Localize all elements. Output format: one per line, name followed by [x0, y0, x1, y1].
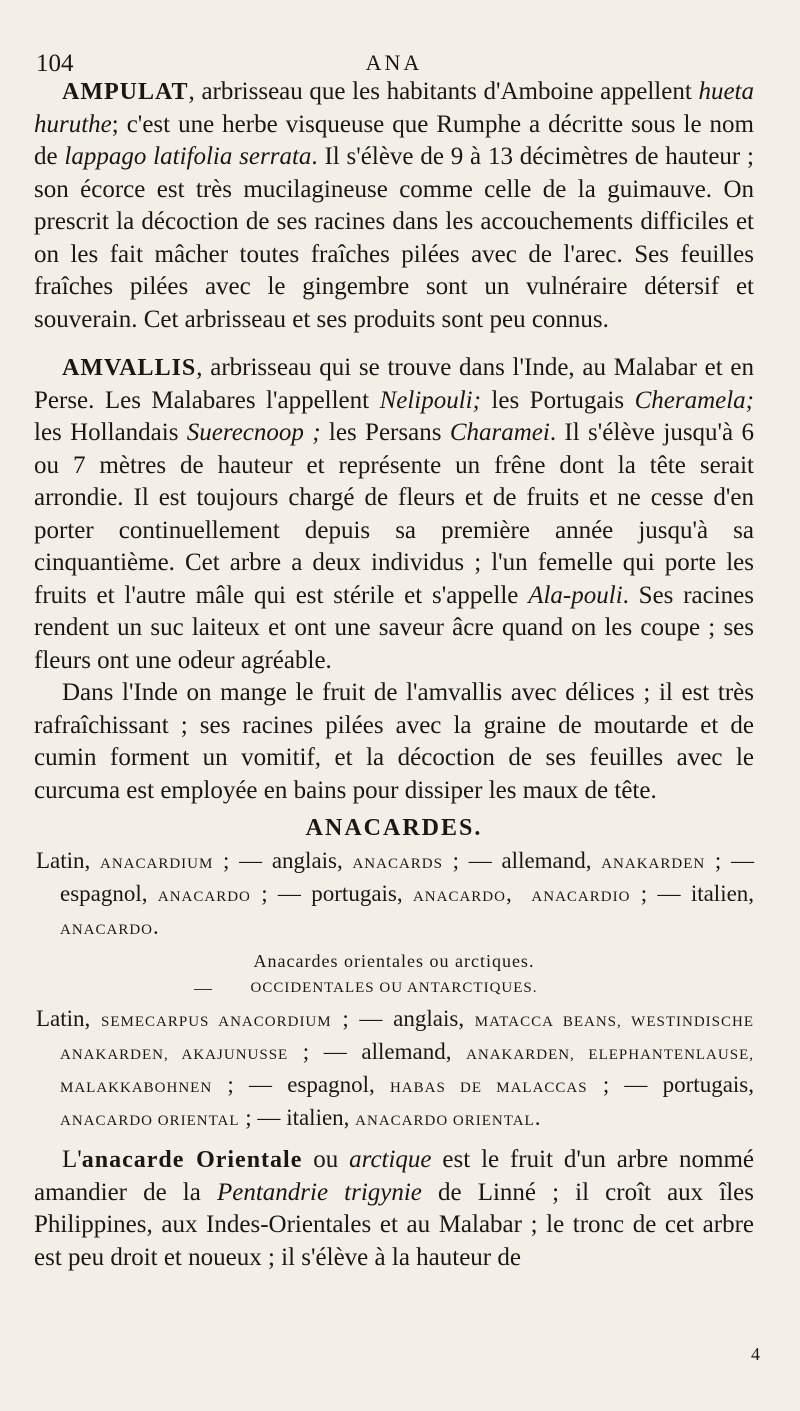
amvallis-text-6: . Ses racines rendent un suc laiteux et ont une saveur âcre quand on les coupe ; ses fleurs ont une odeur agréable.: [34, 581, 754, 674]
anacarde-text-2: est le fruit d'un arbre nommé amandier de la: [34, 1146, 755, 1206]
lemma-anacarde-orientale: anacarde Orientale: [81, 1147, 303, 1173]
lemma-ampulat: AMPULAT: [62, 79, 189, 105]
syn1-term: ANACARDO: [412, 889, 506, 905]
page-number: 104: [36, 50, 74, 77]
amvallis-text-2: les Portugais: [480, 386, 635, 414]
syn1-term: ANACARDO: [60, 922, 154, 938]
syn1-lang: espagnol: [60, 881, 142, 906]
syn2-term: MATACCA BEANS, WESTINDISCHE ANAKARDEN, AKAJUNUSSE: [60, 1014, 755, 1063]
syn2-term: SEMECARPUS ANACORDIUM: [101, 1014, 332, 1030]
ampulat-italic-1: hueta huruthe: [34, 78, 754, 138]
ampulat-text-1: , arbrisseau que les habitants d'Amboine appellent: [188, 78, 699, 105]
amvallis-paragraph-2: Dans l'Inde on mange le fruit de l'amvallis avec délices ; il est très rafraîchissant ; ses racines pilées avec la graine de moutarde et de cumin forment un vomitif, et la décoction de ses feuilles avec le curcuma est employée en bains pour dissiper les maux de tête.: [34, 679, 754, 804]
amvallis-italic-1: Nelipouli;: [379, 386, 481, 414]
running-head: [34, 40, 754, 76]
amvallis-text-3: les Hollandais: [34, 419, 187, 446]
syn2-lang: espagnol: [287, 1072, 369, 1097]
syn1-lang: Latin: [36, 848, 85, 873]
anacarde-italic-2: Pentandrie trigynie: [216, 1178, 422, 1206]
running-head-word: ANA: [365, 50, 423, 75]
amvallis-italic-2: Cheramela;: [634, 386, 754, 414]
anacarde-italic-1: arctique: [349, 1146, 432, 1173]
syn1-term: ANACARDS: [352, 856, 443, 872]
ampulat-text-3: . Il s'élève de 9 à 13 décimètres de hauteur ; son écorce est très mucilagineuse comme celle de la guimauve. On prescrit la décoction de ses racines dans les accouchements difficiles et on les fait mâcher toutes fraîches pilées avec de l'arec. Ses feuilles fraîches pilées avec le gingembre sont un vulnéraire détersif et souverain. Cet arbrisseau et ses produits sont peu connus.: [34, 143, 754, 333]
lemma-amvallis: AMVALLIS: [62, 355, 197, 381]
syn1-term-extra: ANACARDIO: [531, 889, 631, 905]
syn2-lang: italien: [286, 1105, 344, 1130]
syn1-lang: anglais: [271, 848, 337, 873]
amvallis-italic-3: Suerecnoop ;: [186, 419, 321, 446]
entry-ampulat: [34, 76, 754, 336]
amvallis-text-5: . Il s'élève jusqu'à 6 ou 7 mètres de hauteur et représente un frêne dont la tête serait arrondie. Il est toujours chargé de fleurs et de fruits et ne cesse d'en porter continuellement depuis sa première année jusqu'à sa cinquantième. Cet arbre a deux individus ; l'un femelle qui porte les fruits et l'autre mâle qui est stérile et s'appelle: [34, 419, 755, 609]
subheading-occidentales: [34, 972, 754, 1002]
syn1-lang: italien: [690, 881, 749, 906]
amvallis-italic-5: Ala-pouli: [528, 581, 623, 609]
entry-anacarde-orientale: [34, 1144, 754, 1274]
catchword: 4: [751, 1344, 760, 1364]
subheading-dash: —: [194, 978, 213, 998]
syn1-lang: allemand: [501, 848, 586, 873]
anacarde-text-3: de Linné ; il croît aux îles Philippines, aux Indes-Orientales et au Malabar ; le tronc de cet arbre est peu droit et noueux ; il s'élève à la hauteur de: [34, 1178, 754, 1271]
amvallis-text-4: les Persans: [320, 419, 450, 446]
syn2-lang: anglais: [393, 1006, 459, 1031]
synonyms-anacardes-orientales: Latin, SEMECARPUS ANACORDIUM ; — anglais, MATACCA BEANS, WESTINDISCHE ANAKARDEN, AKAJUNUSSE ; — allemand, ANAKARDEN, ELEPHANTENLAUSE, MALAKKABOHNEN ; — espagnol, HABAS DE MALACCAS ; — portugais, ANACARDO ORIENTAL ; — italien, ANACARDO ORIENTAL.: [36, 1006, 755, 1130]
amvallis-italic-4: Charamei: [449, 419, 550, 446]
syn2-term: ANACARDO ORIENTAL: [355, 1113, 535, 1129]
syn2-term: ANAKARDEN, ELEPHANTENLAUSE, MALAKKABOHNEN: [60, 1047, 754, 1096]
ampulat-italic-2: lappago latifolia serrata: [64, 143, 312, 170]
section-title-anacardes: ANACARDES.: [305, 815, 483, 841]
entry-amvallis: [34, 352, 754, 677]
syn2-lang: portugais: [662, 1072, 749, 1097]
syn2-term: HABAS DE MALACCAS: [389, 1080, 588, 1096]
anacarde-text-1: ou: [302, 1146, 350, 1173]
syn2-lang: allemand: [361, 1039, 446, 1064]
subheading-orientales: Anacardes orientales ou arctiques.: [253, 951, 535, 971]
syn2-lang: Latin: [36, 1006, 85, 1031]
syn1-term: ANACARDO: [157, 889, 251, 905]
ampulat-text-2: ; c'est une herbe visqueuse que Rumphe a décritte sous le nom de: [34, 110, 754, 170]
subheading-occidentales-text: OCCIDENTALES OU ANTARCTIQUES.: [250, 980, 538, 996]
anacarde-prefix: L': [62, 1146, 82, 1173]
syn2-term: ANACARDO ORIENTAL: [60, 1113, 240, 1129]
syn1-term: ANAKARDEN: [601, 856, 706, 872]
syn1-lang: portugais: [311, 881, 397, 906]
syn1-term: ANACARDIUM: [100, 856, 214, 872]
synonyms-anacardes: Latin, ANACARDIUM ; — anglais, ANACARDS ; — allemand, ANAKARDEN ; — espagnol, ANACARDO ; — portugais, ANACARDO, ANACARDIO ; — italien, ANACARDO.: [36, 848, 755, 939]
amvallis-text-1: , arbrisseau qui se trouve dans l'Inde, au Malabar et en Perse. Les Malabares l'appellent: [34, 354, 754, 414]
